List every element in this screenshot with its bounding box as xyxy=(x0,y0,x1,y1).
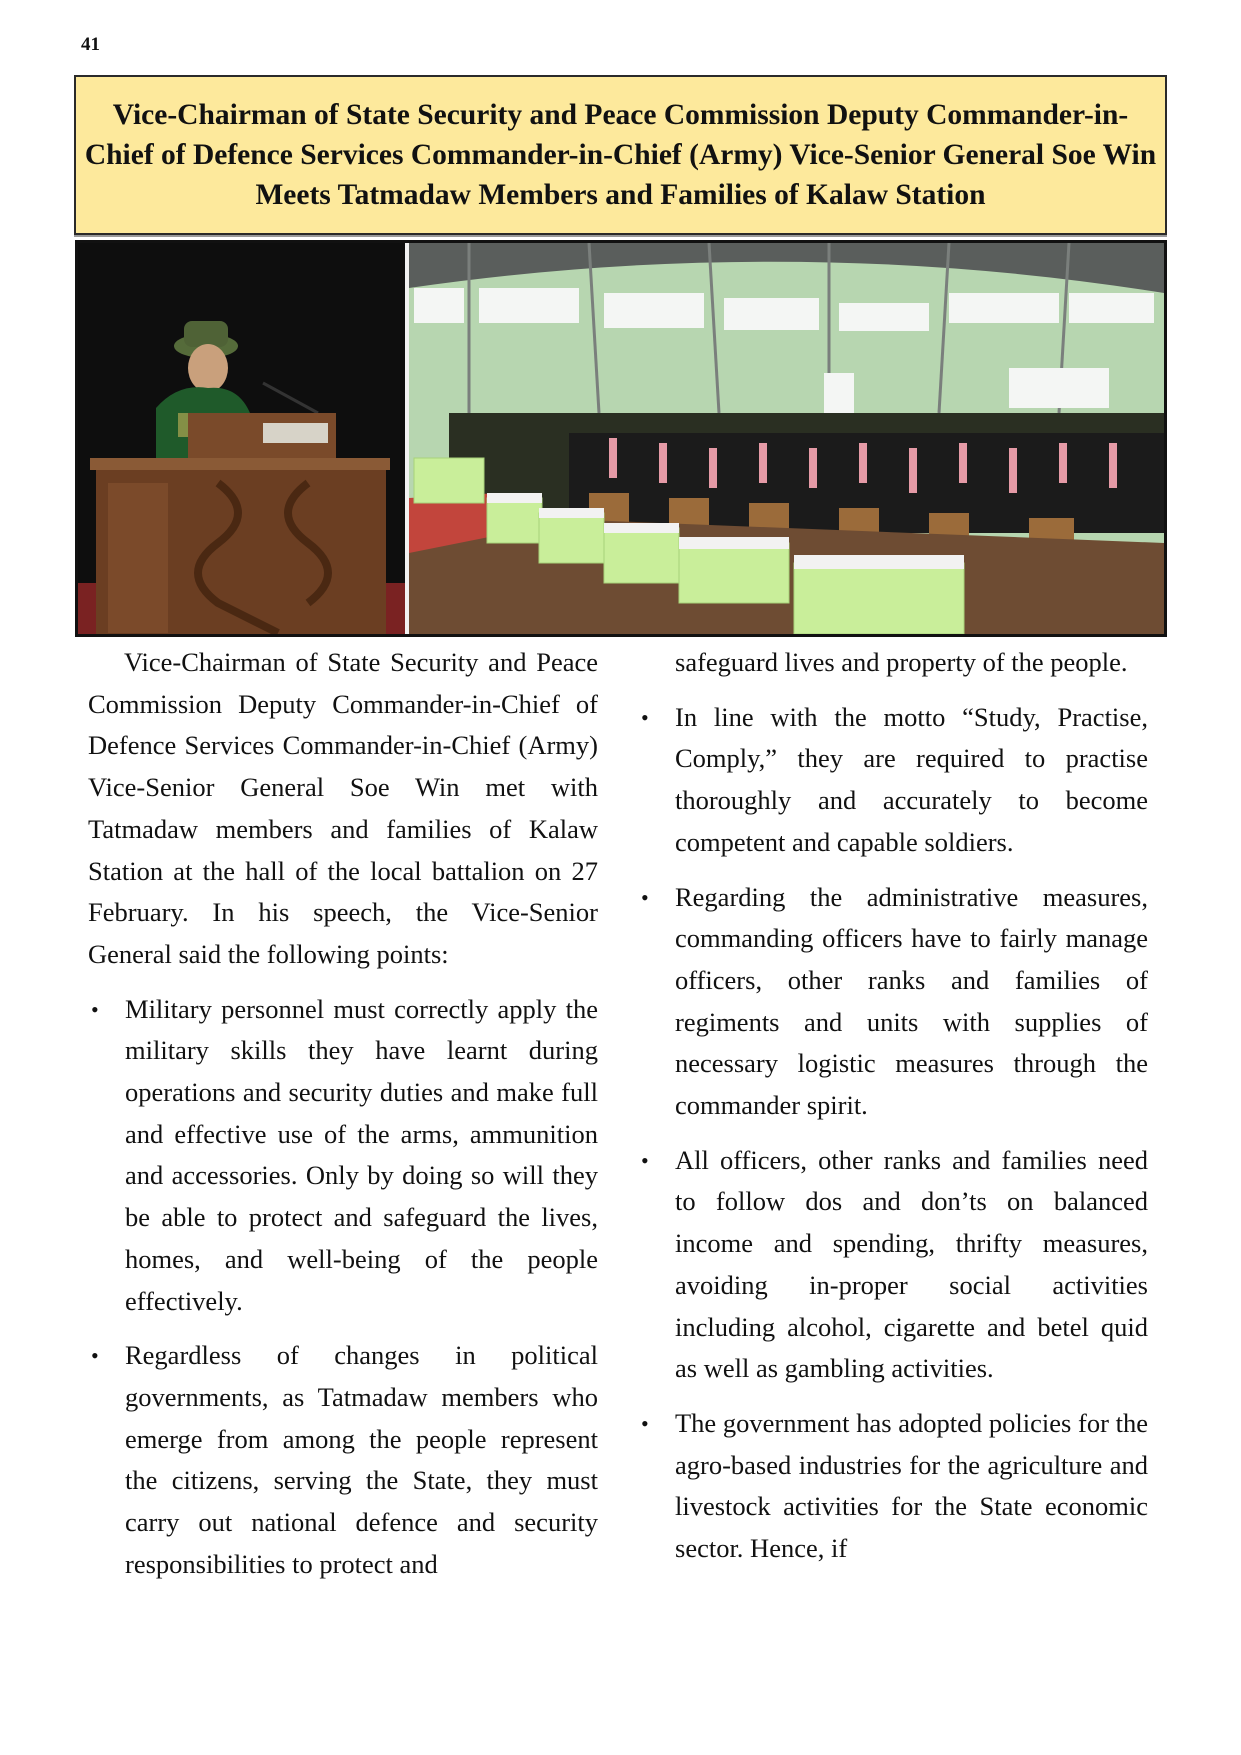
bullet-icon: • xyxy=(641,884,649,910)
headline-box xyxy=(74,75,1167,235)
page-number: 41 xyxy=(81,34,100,55)
bullet-item xyxy=(638,1140,1148,1390)
bullet-icon: • xyxy=(91,1343,99,1369)
headline: Vice-Chairman of State Security and Peace Commission Deputy Commander-in-Chief of Defence Services Commander-in-Chief (Army) Vice-Senior General Soe Win Meets Tatmadaw Members and Families of Kalaw Station xyxy=(84,99,1157,211)
photo-speaker-at-podium xyxy=(78,243,405,634)
bullet-text: All officers, other ranks and families need to follow dos and don’ts on balanced income and spending, thrifty measures, avoiding in-proper social activities including alcohol, cigarette and betel quid as well as gambling activities. xyxy=(675,1144,1148,1384)
bullet-text: Military personnel must correctly apply the military skills they have learnt during operations and security duties and make full and effective use of the arms, ammunition and accessories. Only by doing so will they be able to protect and safeguard the lives, homes, and well-being of the people effectively. xyxy=(125,993,598,1316)
bullet-list-left xyxy=(88,989,598,1586)
bullet-text: Regardless of changes in political governments, as Tatmadaw members who emerge from among the people represent the citizens, serving the State, they must carry out national defence and security responsibilities to protect and xyxy=(125,1340,598,1579)
bullet-item xyxy=(638,697,1148,864)
bullet-icon: • xyxy=(641,1147,649,1173)
photo-strip xyxy=(75,240,1167,637)
continued-text: safeguard lives and property of the people. xyxy=(675,647,1128,677)
bullet-text: The government has adopted policies for the agro-based industries for the agriculture and livestock activities for the State economic sector. Hence, if xyxy=(675,1407,1148,1564)
bullet-list-right xyxy=(638,697,1148,1570)
article-column-right xyxy=(638,642,1148,1570)
bullet-item xyxy=(638,1403,1148,1570)
bullet-icon: • xyxy=(91,996,99,1022)
speaker-photo-illustration xyxy=(78,243,405,634)
bullet-icon: • xyxy=(641,704,649,730)
bullet-text: In line with the motto “Study, Practise, Comply,” they are required to practise thoroughly and accurately to become competent and capable soldiers. xyxy=(675,701,1148,857)
audience-photo-illustration xyxy=(409,243,1164,634)
bullet-item xyxy=(88,1335,598,1585)
photo-audience-hall xyxy=(409,243,1164,634)
bullet-icon: • xyxy=(641,1410,649,1436)
bullet-text: Regarding the administrative measures, commanding officers have to fairly manage officers, other ranks and families of regiments and units with supplies of necessary logistic measures through the commander spirit. xyxy=(675,881,1148,1121)
article-column-left xyxy=(88,642,598,1585)
bullet-item xyxy=(88,989,598,1323)
intro-paragraph: Vice-Chairman of State Security and Peace Commission Deputy Commander-in-Chief of Defence Services Commander-in-Chief (Army) Vice-Senior General Soe Win met with Tatmadaw members and families of Kalaw Station at the hall of the local battalion on 27 February. In his speech, the Vice-Senior General said the following points: xyxy=(88,647,598,969)
bullet-item xyxy=(638,877,1148,1127)
